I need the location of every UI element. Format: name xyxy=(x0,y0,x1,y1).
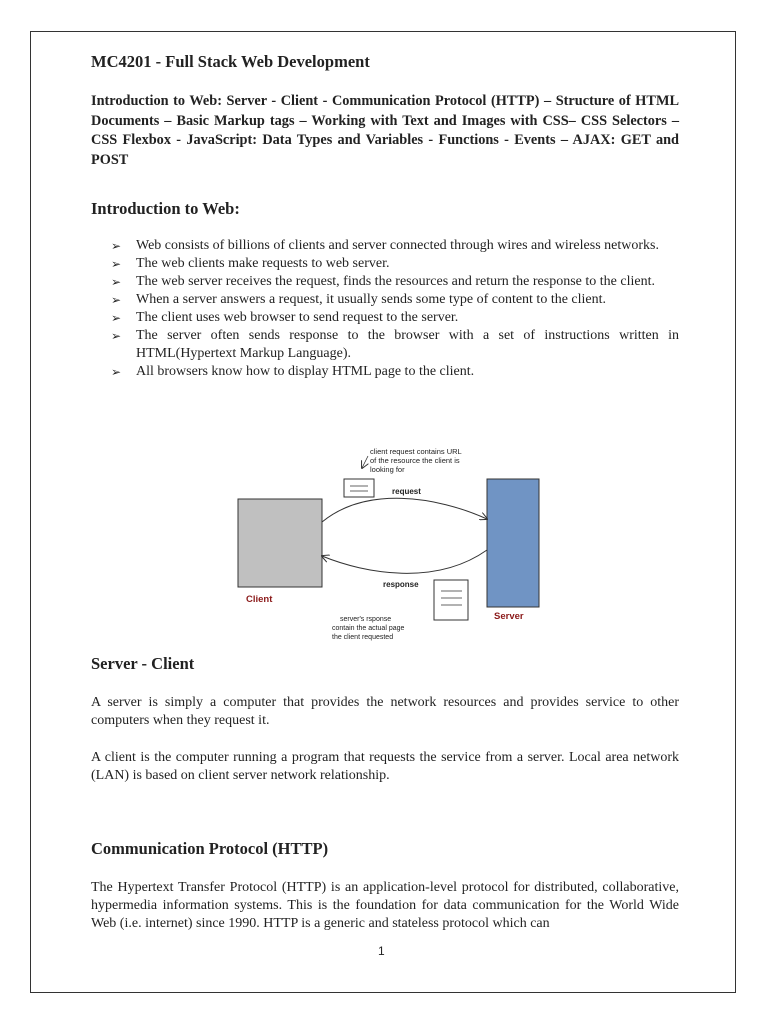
client-definition-paragraph: A client is the computer running a program that requests the service from a server. Local area network (LAN) is based on client server network relationship. xyxy=(91,750,679,783)
list-item: ➢ The server often sends response to the browser with a set of instructions written in HTML(Hypertext Markup Language). xyxy=(111,328,679,361)
request-note-line-2: of the resource the client is xyxy=(370,456,460,465)
arrow-bullet-icon: ➢ xyxy=(111,239,122,253)
server-client-heading: Server - Client xyxy=(91,654,195,673)
client-label: Client xyxy=(246,594,273,605)
server-box xyxy=(487,479,539,607)
request-document-icon xyxy=(344,479,374,497)
request-note-line-3: looking for xyxy=(370,465,405,474)
response-arrow xyxy=(322,550,487,573)
http-paragraph: The Hypertext Transfer Protocol (HTTP) is an application-level protocol for distributed, collaborative, hypermedia information systems. This is the foundation for data communication for the World Wide Web (i.e. internet) since 1990. HTTP is a generic and stateless protocol which can xyxy=(91,880,679,931)
response-document-icon xyxy=(434,580,468,620)
list-item: ➢ Web consists of billions of clients and server connected through wires and wireless networks. xyxy=(111,238,659,253)
note-pointer-arrow xyxy=(362,456,368,468)
course-title: MC4201 - Full Stack Web Development xyxy=(91,52,370,71)
response-label: response xyxy=(383,580,419,589)
arrow-bullet-icon: ➢ xyxy=(111,311,122,325)
arrow-bullet-icon: ➢ xyxy=(111,257,122,271)
list-item: ➢ All browsers know how to display HTML page to the client. xyxy=(111,364,475,379)
arrow-bullet-icon: ➢ xyxy=(111,365,122,379)
request-arrow xyxy=(322,498,487,522)
server-definition-paragraph: A server is simply a computer that provides the network resources and provides service to other computers when they request it. xyxy=(91,695,679,728)
client-server-diagram xyxy=(236,446,542,642)
client-box xyxy=(238,499,322,587)
arrow-bullet-icon: ➢ xyxy=(111,329,122,343)
response-note-line-1: server's rsponse xyxy=(340,616,392,623)
arrow-bullet-icon: ➢ xyxy=(111,275,122,289)
intro-bullet-list xyxy=(111,237,679,381)
syllabus-topics: Introduction to Web: Server - Client - Communication Protocol (HTTP) – Structure of HTML Documents – Basic Markup tags – Working with Text and Images with CSS– CSS Selectors – CSS Flexbox - JavaScript: Data Types and Variables - Functions - Events – AJAX: GET and POST xyxy=(91,93,679,168)
arrow-bullet-icon: ➢ xyxy=(111,293,122,307)
intro-heading: Introduction to Web: xyxy=(91,199,240,218)
request-note-line-1: client request contains URL xyxy=(370,447,462,456)
list-item: ➢ The client uses web browser to send request to the server. xyxy=(111,310,459,325)
response-note-line-3: the client requested xyxy=(332,634,394,641)
list-item: ➢ The web server receives the request, finds the resources and return the response to the client. xyxy=(111,274,655,289)
list-item: ➢ When a server answers a request, it usually sends some type of content to the client. xyxy=(111,292,607,307)
page-number: 1 xyxy=(378,944,385,958)
list-item: ➢ The web clients make requests to web server. xyxy=(111,256,390,271)
request-label: request xyxy=(392,487,421,496)
http-heading: Communication Protocol (HTTP) xyxy=(91,839,329,858)
response-note-line-2: contain the actual page xyxy=(332,625,405,632)
server-label: Server xyxy=(494,611,524,622)
